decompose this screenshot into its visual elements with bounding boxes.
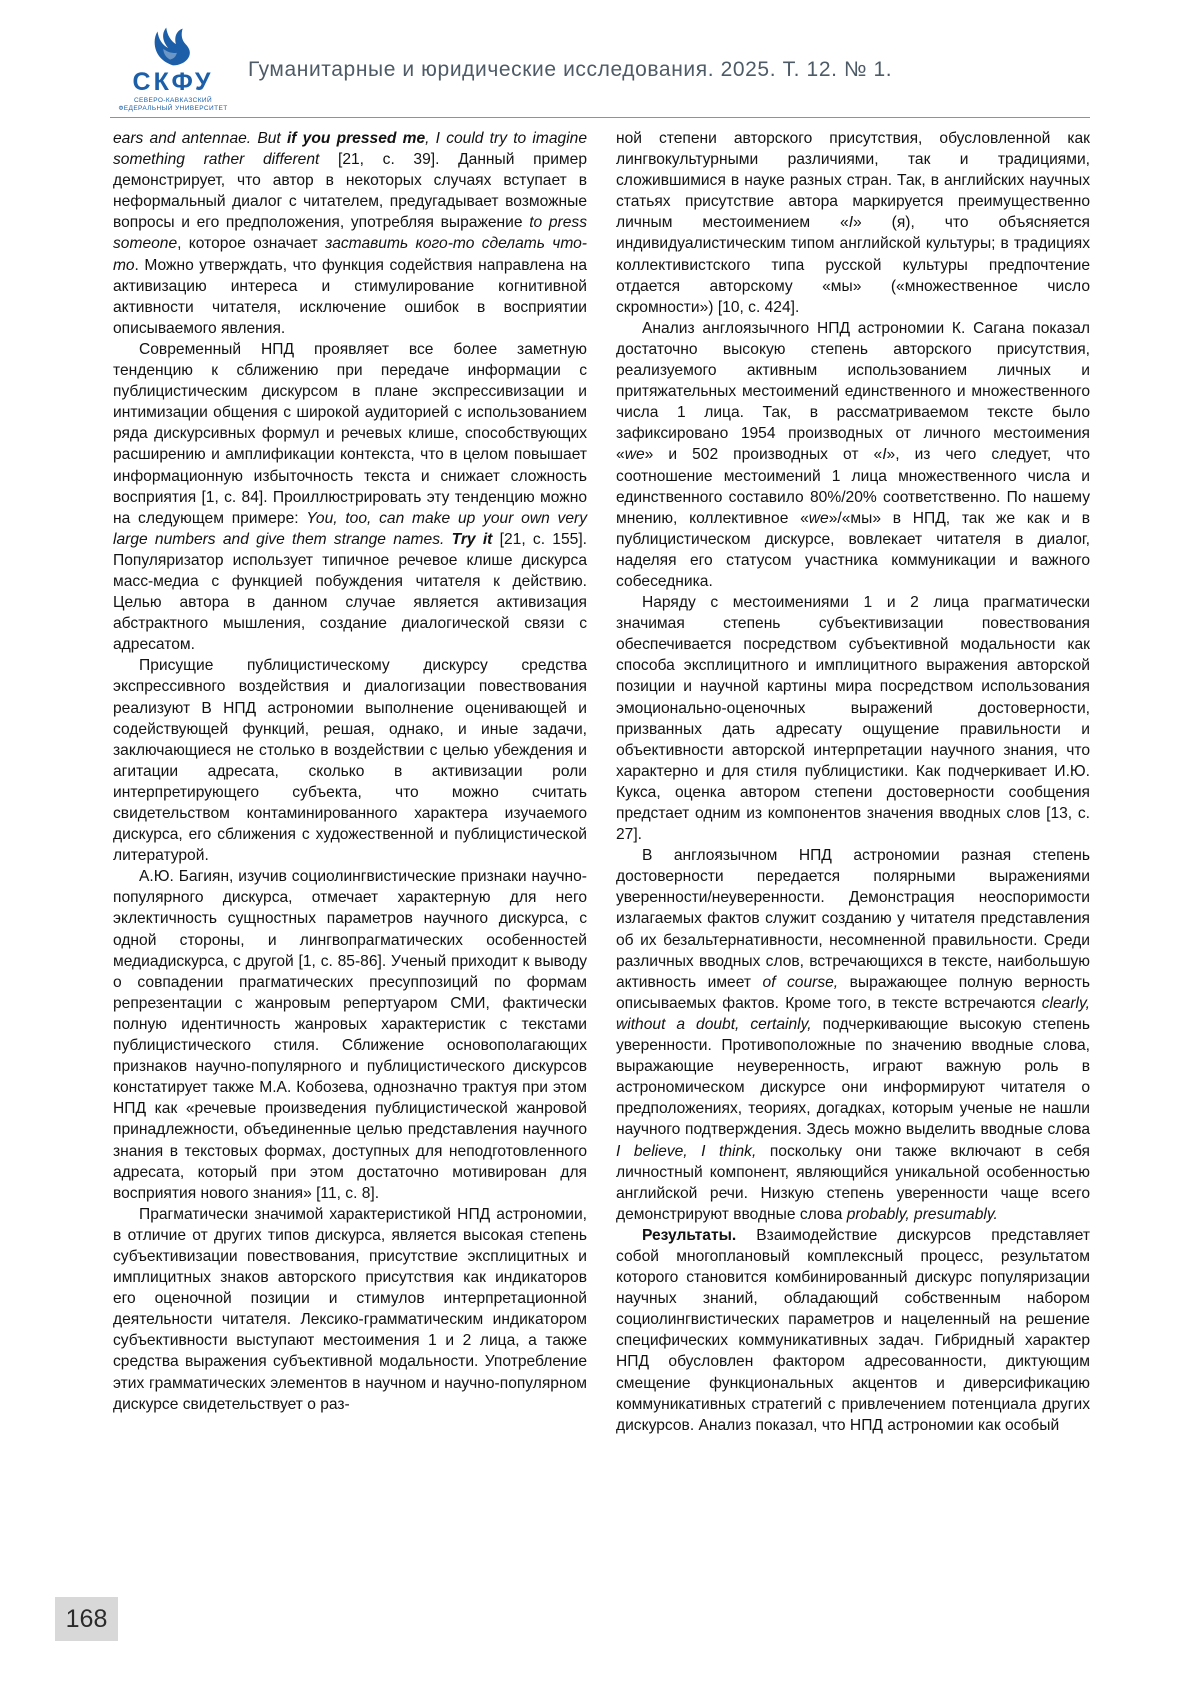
- journal-title: Гуманитарные и юридические исследования. 2025. Т. 12. № 1.: [248, 57, 893, 81]
- text-run: [21, с. 155]. Популяризатор использует типичное речевое клише дискурса масс-медиа с функцией побуждения читателя к действию. Целью автора в данном случае является активизация абстрактного мышления, создание диалогической связи с адресатом.: [113, 530, 587, 654]
- text-run: Присущие публицистическому дискурсу средства экспрессивного воздействия и диалогизации повествования реализуют В НПД астрономии выполнение оценивающей и содействующей функций, решая, однако, и иные задачи, заключающиеся не столько в воздействии с целью убеждения и агитации адресата, сколько в активизации роли интерпретирующего субъекта, что можно считать свидетельством контаминированного характера изучаемого дискурса, его сближения с художественной и публицистической литературой.: [113, 657, 587, 865]
- text-run: Результаты.: [642, 1226, 757, 1244]
- text-run: ears and antennae. But: [113, 130, 287, 147]
- text-run: А.Ю. Багиян, изучив социолингвистические признаки научно-популярного дискурса, отмечает характерную для него эклектичность сущностных параметров научного дискурса, с одной стороны, и лингвопрагматических особенностей медиадискурса, с другой [1, с. 85-86]. Ученый приходит к выводу о совпадении прагматических пресуппозиций по формам репрезентации с жанровым репертуаром СМИ, фактически полную идентичность жанровых характеристик с текстами публицистического стиля. Сближение основополагающих признаков научно-популярного и публицистического дискурсов констатирует также М.А. Кобозева, однозначно трактуя при этом НПД как «речевые произведения публицистической жанровой принадлежности, объединенные целью представления научного знания в текстовых формах, доступных для неподготовленного адресата, который при этом достаточно мотивирован для восприятия нового знания» [11, с. 8].: [113, 868, 587, 1202]
- text-run: if you pressed me: [286, 130, 426, 147]
- paragraph: [616, 318, 1090, 592]
- page-number-badge: 168: [55, 1597, 118, 1641]
- text-run: » и 502 производных от «: [644, 446, 883, 464]
- text-run: Взаимодействие дискурсов представляет собой многоплановый комплексный процесс, результатом которого становится комбинированный дискурс популяризации научных знаний, обладающий собственным набором социолингвистических параметров и нацеленный на решение специфических коммуникативных задач. Гибридный характер НПД обусловлен фактором адресованности, диктующим смещение функциональных акцентов и диверсификацию коммуникативных стратегий с привлечением потенциала других дискурсов. Анализ показал, что НПД астрономии как особый: [616, 1226, 1090, 1434]
- text-run: I believe, I think,: [616, 1142, 770, 1160]
- swan-bird-logo-icon: [144, 26, 202, 68]
- paragraph: [616, 845, 1090, 1225]
- text-run: Анализ англоязычного НПД астрономии К. Сагана показал достаточно высокую степень авторского присутствия, реализуемого активным использованием личных и притяжательных местоимений единственного и множественного числа 1 лица. Так, в рассматриваемом тексте было зафиксировано 1954 производных от личного местоимения «: [616, 319, 1090, 464]
- paragraph: [616, 1225, 1090, 1436]
- text-run: »/«мы» в НПД, так же как и в публицистическом дискурсе, вовлекает читателя в диалог, наделяя его статусом участника коммуникации и важного собеседника.: [616, 509, 1090, 590]
- text-run: clearly, without a doubt, certainly,: [616, 994, 1090, 1033]
- text-run: You, too, can make up your own very large numbers and give them strange names.: [113, 509, 587, 548]
- paragraph: [113, 128, 587, 339]
- text-run: I: [848, 214, 854, 232]
- paragraph: [616, 592, 1090, 845]
- article-body: [113, 128, 1090, 1436]
- page-header: [112, 26, 1090, 114]
- text-run: заставить кого-то сделать что-то: [113, 235, 587, 274]
- text-run: probably, presumably.: [846, 1205, 998, 1223]
- paragraph: [113, 866, 587, 1204]
- logo-caption: СЕВЕРО-КАВКАЗСКИЙ ФЕДЕРАЛЬНЫЙ УНИВЕРСИТЕТ: [118, 97, 228, 113]
- text-run: выражающее полную верность описываемых фактов. Кроме того, в тексте встречаются: [616, 973, 1090, 1012]
- text-run: подчеркивающие высокую степень уверенности. Противоположные по значению вводные слова, выражающие неуверенность, играют важную роль в астрономическом дискурсе они информируют читателя о предположениях, теориях, догадках, которым ученые не нашли научного подтверждения. Здесь можно выделить вводные слова: [616, 1015, 1090, 1139]
- text-run: поскольку они также включают в себя личностный компонент, являющийся уникальной особенностью английской речи. Низкую степень уверенности чаще всего демонстрируют вводные слова: [616, 1142, 1090, 1223]
- paragraph: [113, 1204, 587, 1415]
- text-run: Try it: [451, 530, 493, 548]
- paragraph: [113, 655, 587, 866]
- text-run: Современный НПД проявляет все более заметную тенденцию к сближению при передаче информации с публицистическим дискурсом в плане экспрессивизации и интимизации общения с широкой аудиторией с использованием ряда дискурсивных формул и речевых клише, способствующих расширению и амплификации контекста, что в целом повышает информационную избыточность текста и снижает сложность восприятия [1, с. 84]. Проиллюстрировать эту тенденцию можно на следующем примере:: [113, 340, 587, 527]
- text-run: . Можно утверждать, что функция содействия направлена на активизацию интереса и стимулирование когнитивной активности читателя, исключение ошибок в восприятии описываемого явления.: [113, 256, 587, 337]
- text-run: , I could try to imagine something rather different: [113, 130, 588, 169]
- paragraph: [113, 339, 587, 655]
- text-run: В англоязычном НПД астрономии разная степень достоверности передается полярными выражениями уверенности/неуверенности. Демонстрация неоспоримости излагаемых фактов служит созданию у читателя представления об их безальтернативности, несомненной правильности. Среди различных вводных слов, встречающихся в тексте, наибольшую активность имеет: [616, 847, 1090, 991]
- paragraph: [616, 128, 1090, 318]
- header-divider: [110, 117, 1090, 118]
- text-run: » (я), что объясняется индивидуалистическим типом английской культуры; в традициях коллективистского типа русской культуры предпочтение отдается авторскому «мы» («множественное число скромности») [10, с. 424].: [616, 214, 1090, 316]
- text-run: ной степени авторского присутствия, обусловленной как лингвокультурными различиями, так и традициями, сложившимися в науке разных стран. Так, в английских научных статьях присутствие автора маркируется преимущественно личным местоимением «: [616, 130, 1090, 232]
- text-run: to press someone: [113, 214, 587, 253]
- text-run: Наряду с местоимениями 1 и 2 лица прагматически значимая степень субъективизации повествования обеспечивается посредством субъективной модальности как способа эксплицитного и имплицитного выражения авторской позиции и научной картины мира посредством использования эмоционально-оценочных выражений достоверности, призванных дать адресату ощущение правильности и объективности авторской интерпретации научного знания, что характерно и для стиля публицистики. Как подчеркивает И.Ю. Кукса, оценка автором степени достоверности сообщения предстает одним из компонентов значения вводных слов [13, с. 27].: [616, 594, 1090, 844]
- text-column-left: [113, 128, 587, 1436]
- text-run: we: [624, 446, 645, 464]
- text-run: I: [882, 446, 887, 464]
- logo-acronym: СКФУ: [132, 68, 214, 96]
- text-run: , которое означает: [177, 235, 326, 253]
- text-run: [21, с. 39]. Данный пример демонстрирует, что автор в некоторых случаях вступает в неформальный диалог с читателем, предугадывает возможные вопросы и его предположения, употребляя выражение: [113, 151, 587, 232]
- text-run: of course,: [762, 973, 850, 991]
- text-run: we: [808, 509, 829, 527]
- text-run: Прагматически значимой характеристикой НПД астрономии, в отличие от других типов дискурса, является высокая степень субъективизации повествования, присутствие эксплицитных и имплицитных знаков авторского присутствия как индикаторов его оценочной позиции и стимулов интерпретационной деятельности читателя. Лексико-грамматическим индикатором субъективности выступают местоимения 1 и 2 лица, а также средства выражения субъективной модальности. Употребление этих грамматических элементов в научном и научно-популярном дискурсе свидетельствует о раз-: [113, 1205, 587, 1413]
- text-run: », из чего следует, что соотношение местоимений 1 лица множественного числа и единственного составило 80%/20% соответственно. По нашему мнению, коллективное «: [616, 446, 1090, 527]
- university-logo: [112, 26, 234, 114]
- text-column-right: [616, 128, 1090, 1436]
